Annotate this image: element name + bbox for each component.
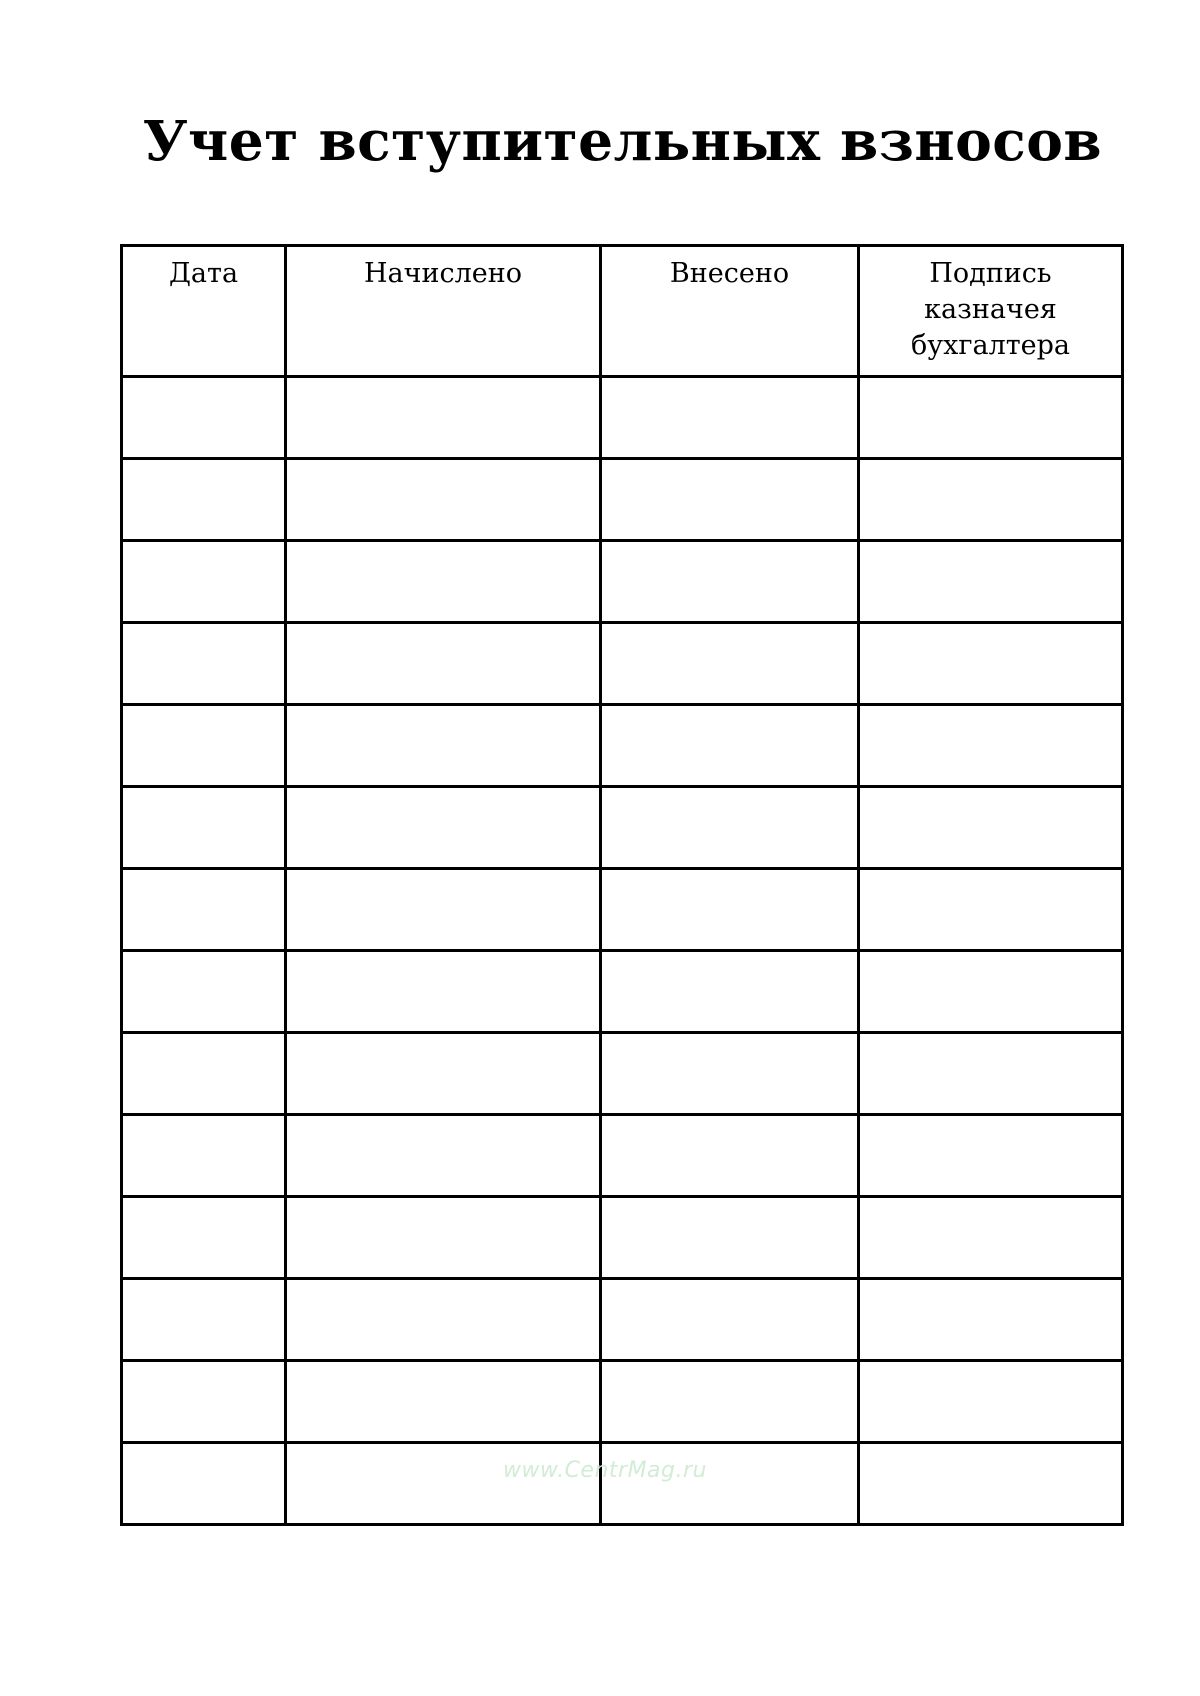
signature-cell[interactable]: [859, 1279, 1123, 1361]
header-line: Начислено: [364, 258, 522, 289]
paid-cell[interactable]: [601, 1033, 859, 1115]
date-cell[interactable]: [122, 459, 286, 541]
table-row: [122, 869, 1123, 951]
charged-cell[interactable]: [286, 1361, 601, 1443]
paid-cell[interactable]: [601, 377, 859, 459]
date-cell[interactable]: [122, 541, 286, 623]
table-row: [122, 787, 1123, 869]
paid-cell[interactable]: [601, 1443, 859, 1525]
charged-cell[interactable]: [286, 951, 601, 1033]
paid-cell[interactable]: [601, 1279, 859, 1361]
table-row: [122, 1197, 1123, 1279]
signature-cell[interactable]: [859, 1033, 1123, 1115]
charged-cell[interactable]: [286, 623, 601, 705]
header-line: Дата: [168, 258, 239, 289]
date-cell[interactable]: [122, 1197, 286, 1279]
header-line: бухгалтера: [910, 330, 1071, 361]
table-body: [122, 377, 1123, 1525]
table-row: [122, 705, 1123, 787]
signature-cell[interactable]: [859, 541, 1123, 623]
paid-cell[interactable]: [601, 1197, 859, 1279]
date-cell[interactable]: [122, 1115, 286, 1197]
date-cell[interactable]: [122, 1279, 286, 1361]
signature-cell[interactable]: [859, 1115, 1123, 1197]
column-header-signature: [859, 246, 1123, 377]
signature-cell[interactable]: [859, 951, 1123, 1033]
charged-cell[interactable]: [286, 1197, 601, 1279]
page-title: Учет вступительных взносов: [142, 108, 1103, 173]
signature-cell[interactable]: [859, 377, 1123, 459]
signature-cell[interactable]: [859, 705, 1123, 787]
date-cell[interactable]: [122, 705, 286, 787]
watermark: www.CentrMag.ru: [503, 1458, 707, 1483]
table-row: [122, 1279, 1123, 1361]
charged-cell[interactable]: [286, 1033, 601, 1115]
table-row: [122, 623, 1123, 705]
paid-cell[interactable]: [601, 787, 859, 869]
date-cell[interactable]: [122, 787, 286, 869]
charged-cell[interactable]: [286, 1443, 601, 1525]
charged-cell[interactable]: [286, 377, 601, 459]
table-row: [122, 951, 1123, 1033]
charged-cell[interactable]: [286, 705, 601, 787]
charged-cell[interactable]: [286, 459, 601, 541]
column-header-charged: [286, 246, 601, 377]
column-header-date: [122, 246, 286, 377]
charged-cell[interactable]: [286, 869, 601, 951]
charged-cell[interactable]: [286, 1115, 601, 1197]
signature-cell[interactable]: [859, 787, 1123, 869]
table-row: [122, 1115, 1123, 1197]
signature-cell[interactable]: [859, 623, 1123, 705]
table-header-row: [122, 246, 1123, 377]
table-row: [122, 1361, 1123, 1443]
paid-cell[interactable]: [601, 951, 859, 1033]
date-cell[interactable]: [122, 377, 286, 459]
column-header-paid: [601, 246, 859, 377]
charged-cell[interactable]: [286, 541, 601, 623]
signature-cell[interactable]: [859, 1197, 1123, 1279]
date-cell[interactable]: [122, 1443, 286, 1525]
date-cell[interactable]: [122, 1361, 286, 1443]
signature-cell[interactable]: [859, 869, 1123, 951]
table-row: [122, 1443, 1123, 1525]
table-row: [122, 459, 1123, 541]
signature-cell[interactable]: [859, 459, 1123, 541]
paid-cell[interactable]: [601, 459, 859, 541]
paid-cell[interactable]: [601, 705, 859, 787]
signature-cell[interactable]: [859, 1443, 1123, 1525]
paid-cell[interactable]: [601, 869, 859, 951]
header-line: казначея: [924, 294, 1057, 325]
signature-cell[interactable]: [859, 1361, 1123, 1443]
charged-cell[interactable]: [286, 1279, 601, 1361]
header-line: Внесено: [669, 258, 790, 289]
charged-cell[interactable]: [286, 787, 601, 869]
header-line: Подпись: [929, 258, 1052, 289]
date-cell[interactable]: [122, 1033, 286, 1115]
fees-table: [120, 244, 1124, 1526]
date-cell[interactable]: [122, 869, 286, 951]
date-cell[interactable]: [122, 623, 286, 705]
paid-cell[interactable]: [601, 541, 859, 623]
paid-cell[interactable]: [601, 1361, 859, 1443]
table-row: [122, 1033, 1123, 1115]
table-row: [122, 377, 1123, 459]
paid-cell[interactable]: [601, 623, 859, 705]
paid-cell[interactable]: [601, 1115, 859, 1197]
date-cell[interactable]: [122, 951, 286, 1033]
table-row: [122, 541, 1123, 623]
